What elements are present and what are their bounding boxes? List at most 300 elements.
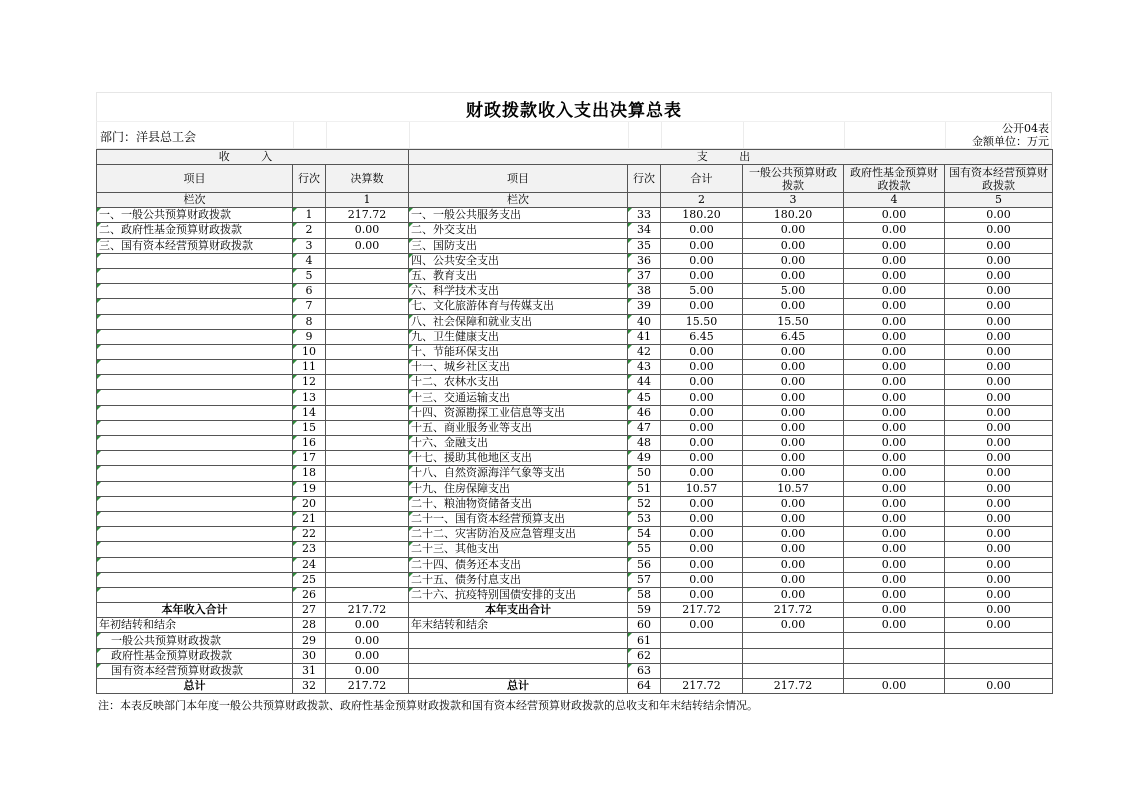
table-cell: 0.00 bbox=[945, 618, 1053, 633]
expense-line-cell: 46 bbox=[628, 405, 661, 420]
sub-capital-label: 国有资本经营预算财政拨款 bbox=[97, 663, 293, 678]
expense-state-capital-cell: 0.00 bbox=[945, 375, 1053, 390]
expense-total-cell: 0.00 bbox=[661, 253, 743, 268]
expense-gov-fund-cell: 0.00 bbox=[844, 268, 945, 283]
income-line-cell: 11 bbox=[293, 360, 326, 375]
expense-line-cell: 56 bbox=[628, 557, 661, 572]
expense-gov-fund-cell: 0.00 bbox=[844, 375, 945, 390]
expense-total-cell: 0.00 bbox=[661, 587, 743, 602]
col-index-5: 5 bbox=[945, 193, 1053, 208]
table-row bbox=[97, 390, 1053, 405]
expense-line-cell: 54 bbox=[628, 527, 661, 542]
table-row bbox=[97, 496, 1053, 511]
expense-item-cell: 二十三、其他支出 bbox=[409, 542, 628, 557]
expense-general-budget-cell: 0.00 bbox=[743, 360, 844, 375]
expense-total-cell: 0.00 bbox=[661, 436, 743, 451]
expense-general-budget-cell: 0.00 bbox=[743, 375, 844, 390]
expense-total-cell: 0.00 bbox=[661, 496, 743, 511]
table-cell: 217.72 bbox=[326, 679, 409, 694]
income-amount-cell bbox=[326, 511, 409, 526]
year-expense-total-label: 本年支出合计 bbox=[409, 603, 628, 618]
income-line-cell: 15 bbox=[293, 420, 326, 435]
income-item-cell bbox=[97, 466, 293, 481]
income-item-cell bbox=[97, 284, 293, 299]
expense-general-budget-cell: 0.00 bbox=[743, 436, 844, 451]
year-total-row bbox=[97, 603, 1053, 618]
expense-item-cell: 二十四、债务还本支出 bbox=[409, 557, 628, 572]
table-cell: 0.00 bbox=[844, 679, 945, 694]
income-item-cell bbox=[97, 572, 293, 587]
expense-state-capital-cell: 0.00 bbox=[945, 360, 1053, 375]
year-income-total-label: 本年收入合计 bbox=[97, 603, 293, 618]
table-row bbox=[97, 238, 1053, 253]
expense-general-budget-cell: 0.00 bbox=[743, 466, 844, 481]
income-line-cell: 8 bbox=[293, 314, 326, 329]
income-amount-cell bbox=[326, 268, 409, 283]
income-item-cell bbox=[97, 527, 293, 542]
expense-general-budget-cell: 0.00 bbox=[743, 587, 844, 602]
table-row bbox=[97, 527, 1053, 542]
expense-gov-fund-cell: 0.00 bbox=[844, 208, 945, 223]
table-cell: 0.00 bbox=[945, 679, 1053, 694]
table-cell: 0.00 bbox=[326, 648, 409, 663]
grand-total-row bbox=[97, 679, 1053, 694]
expense-total-cell: 0.00 bbox=[661, 299, 743, 314]
col-general-budget: 一般公共预算财政拨款 bbox=[743, 165, 844, 193]
table-cell: 0.00 bbox=[661, 618, 743, 633]
expense-state-capital-cell: 0.00 bbox=[945, 284, 1053, 299]
expense-section-header: 支 出 bbox=[409, 150, 1053, 165]
income-line-cell: 17 bbox=[293, 451, 326, 466]
table-cell: 63 bbox=[628, 663, 661, 678]
expense-item-cell: 十、节能环保支出 bbox=[409, 344, 628, 359]
col-total: 合计 bbox=[661, 165, 743, 193]
income-line-cell: 21 bbox=[293, 511, 326, 526]
expense-item-cell: 八、社会保障和就业支出 bbox=[409, 314, 628, 329]
expense-total-cell: 0.00 bbox=[661, 466, 743, 481]
expense-gov-fund-cell: 0.00 bbox=[844, 238, 945, 253]
col-state-capital: 国有资本经营预算财政拨款 bbox=[945, 165, 1053, 193]
expense-gov-fund-cell: 0.00 bbox=[844, 390, 945, 405]
table-row bbox=[97, 557, 1053, 572]
expense-line-cell: 51 bbox=[628, 481, 661, 496]
col-index-4: 4 bbox=[844, 193, 945, 208]
table-cell: 64 bbox=[628, 679, 661, 694]
table-cell: 217.72 bbox=[661, 603, 743, 618]
expense-general-budget-cell: 0.00 bbox=[743, 405, 844, 420]
table-row bbox=[97, 405, 1053, 420]
expense-general-budget-cell: 0.00 bbox=[743, 451, 844, 466]
table-row bbox=[97, 572, 1053, 587]
expense-total-cell: 6.45 bbox=[661, 329, 743, 344]
table-cell: 61 bbox=[628, 633, 661, 648]
expense-total-cell: 0.00 bbox=[661, 238, 743, 253]
expense-state-capital-cell: 0.00 bbox=[945, 466, 1053, 481]
expense-gov-fund-cell: 0.00 bbox=[844, 436, 945, 451]
expense-total-cell: 0.00 bbox=[661, 405, 743, 420]
expense-gov-fund-cell: 0.00 bbox=[844, 284, 945, 299]
expense-state-capital-cell: 0.00 bbox=[945, 451, 1053, 466]
income-line-cell: 9 bbox=[293, 329, 326, 344]
income-amount-cell bbox=[326, 436, 409, 451]
expense-gov-fund-cell: 0.00 bbox=[844, 329, 945, 344]
report-sheet bbox=[96, 92, 1052, 694]
table-cell: 29 bbox=[293, 633, 326, 648]
expense-total-cell: 0.00 bbox=[661, 268, 743, 283]
table-cell: 217.72 bbox=[743, 603, 844, 618]
income-item-cell bbox=[97, 436, 293, 451]
sub-general-label: 一般公共预算财政拨款 bbox=[97, 633, 293, 648]
grand-expense-label: 总计 bbox=[409, 679, 628, 694]
income-line-cell: 13 bbox=[293, 390, 326, 405]
expense-state-capital-cell: 0.00 bbox=[945, 420, 1053, 435]
expense-state-capital-cell: 0.00 bbox=[945, 299, 1053, 314]
expense-state-capital-cell: 0.00 bbox=[945, 390, 1053, 405]
table-row bbox=[97, 420, 1053, 435]
expense-general-budget-cell: 15.50 bbox=[743, 314, 844, 329]
table-cell: 28 bbox=[293, 618, 326, 633]
table-cell: 0.00 bbox=[844, 618, 945, 633]
expense-gov-fund-cell: 0.00 bbox=[844, 420, 945, 435]
table-cell: 27 bbox=[293, 603, 326, 618]
end-balance-label: 年末结转和结余 bbox=[409, 618, 628, 633]
expense-total-cell: 0.00 bbox=[661, 420, 743, 435]
expense-general-budget-cell: 0.00 bbox=[743, 299, 844, 314]
income-line-cell: 20 bbox=[293, 496, 326, 511]
expense-state-capital-cell: 0.00 bbox=[945, 314, 1053, 329]
income-amount-cell bbox=[326, 481, 409, 496]
expense-state-capital-cell: 0.00 bbox=[945, 557, 1053, 572]
fiscal-table bbox=[96, 149, 1053, 694]
expense-line-cell: 35 bbox=[628, 238, 661, 253]
income-amount-cell bbox=[326, 451, 409, 466]
expense-state-capital-cell: 0.00 bbox=[945, 587, 1053, 602]
expense-general-budget-cell: 0.00 bbox=[743, 511, 844, 526]
income-line-cell: 14 bbox=[293, 405, 326, 420]
income-amount-cell bbox=[326, 390, 409, 405]
table-row bbox=[97, 253, 1053, 268]
income-item-cell bbox=[97, 451, 293, 466]
expense-item-cell: 十五、商业服务业等支出 bbox=[409, 420, 628, 435]
column-header-row bbox=[97, 165, 1053, 193]
expense-item-cell: 二十五、债务付息支出 bbox=[409, 572, 628, 587]
income-amount-cell: 0.00 bbox=[326, 223, 409, 238]
table-row bbox=[97, 375, 1053, 390]
income-amount-cell bbox=[326, 329, 409, 344]
col-index-1: 1 bbox=[326, 193, 409, 208]
col-index-label-2: 栏次 bbox=[409, 193, 628, 208]
income-line-cell: 1 bbox=[293, 208, 326, 223]
expense-item-cell: 十三、交通运输支出 bbox=[409, 390, 628, 405]
expense-total-cell: 0.00 bbox=[661, 527, 743, 542]
income-item-cell: 二、政府性基金预算财政拨款 bbox=[97, 223, 293, 238]
expense-general-budget-cell: 0.00 bbox=[743, 344, 844, 359]
income-amount-cell bbox=[326, 314, 409, 329]
income-line-cell: 7 bbox=[293, 299, 326, 314]
expense-total-cell: 0.00 bbox=[661, 557, 743, 572]
expense-general-budget-cell: 0.00 bbox=[743, 390, 844, 405]
col-income-item: 项目 bbox=[97, 165, 293, 193]
expense-general-budget-cell: 0.00 bbox=[743, 420, 844, 435]
table-row bbox=[97, 344, 1053, 359]
income-amount-cell bbox=[326, 284, 409, 299]
unit-label: 金额单位：万元 bbox=[972, 135, 1049, 148]
income-line-cell: 12 bbox=[293, 375, 326, 390]
expense-item-cell: 九、卫生健康支出 bbox=[409, 329, 628, 344]
table-cell: 32 bbox=[293, 679, 326, 694]
expense-item-cell: 十四、资源勘探工业信息等支出 bbox=[409, 405, 628, 420]
income-item-cell bbox=[97, 496, 293, 511]
income-amount-cell: 217.72 bbox=[326, 208, 409, 223]
footnote: 注：本表反映部门本年度一般公共预算财政拨款、政府性基金预算财政拨款和国有资本经营预算财政拨款的总收支和年末结转结余情况。 bbox=[98, 699, 758, 712]
section-header-row bbox=[97, 150, 1053, 165]
income-line-cell: 16 bbox=[293, 436, 326, 451]
expense-line-cell: 36 bbox=[628, 253, 661, 268]
table-row bbox=[97, 451, 1053, 466]
table-row bbox=[97, 284, 1053, 299]
income-amount-cell bbox=[326, 420, 409, 435]
income-item-cell: 一、一般公共预算财政拨款 bbox=[97, 208, 293, 223]
form-no-label: 公开04表 bbox=[1002, 122, 1049, 135]
sub-row-capital bbox=[97, 663, 1053, 678]
expense-item-cell: 七、文化旅游体育与传媒支出 bbox=[409, 299, 628, 314]
table-cell: 0.00 bbox=[844, 603, 945, 618]
expense-total-cell: 0.00 bbox=[661, 511, 743, 526]
table-row bbox=[97, 481, 1053, 496]
col-expense-item: 项目 bbox=[409, 165, 628, 193]
expense-state-capital-cell: 0.00 bbox=[945, 268, 1053, 283]
department-label: 部门：洋县总工会 bbox=[100, 130, 197, 144]
table-cell: 217.72 bbox=[661, 679, 743, 694]
income-item-cell bbox=[97, 360, 293, 375]
sub-row-general bbox=[97, 633, 1053, 648]
meta-row bbox=[96, 121, 1052, 149]
income-item-cell bbox=[97, 314, 293, 329]
expense-general-budget-cell: 0.00 bbox=[743, 527, 844, 542]
expense-general-budget-cell: 0.00 bbox=[743, 557, 844, 572]
expense-state-capital-cell: 0.00 bbox=[945, 344, 1053, 359]
expense-item-cell: 二十二、灾害防治及应急管理支出 bbox=[409, 527, 628, 542]
income-amount-cell bbox=[326, 344, 409, 359]
expense-item-cell: 十二、农林水支出 bbox=[409, 375, 628, 390]
expense-total-cell: 0.00 bbox=[661, 344, 743, 359]
expense-total-cell: 0.00 bbox=[661, 451, 743, 466]
income-amount-cell bbox=[326, 466, 409, 481]
expense-total-cell: 180.20 bbox=[661, 208, 743, 223]
expense-total-cell: 0.00 bbox=[661, 390, 743, 405]
expense-total-cell: 0.00 bbox=[661, 360, 743, 375]
table-cell: 0.00 bbox=[326, 618, 409, 633]
income-amount-cell bbox=[326, 375, 409, 390]
expense-state-capital-cell: 0.00 bbox=[945, 253, 1053, 268]
expense-total-cell: 10.57 bbox=[661, 481, 743, 496]
expense-general-budget-cell: 5.00 bbox=[743, 284, 844, 299]
expense-gov-fund-cell: 0.00 bbox=[844, 527, 945, 542]
expense-item-cell: 十六、金融支出 bbox=[409, 436, 628, 451]
expense-gov-fund-cell: 0.00 bbox=[844, 314, 945, 329]
expense-gov-fund-cell: 0.00 bbox=[844, 466, 945, 481]
expense-item-cell: 二、外交支出 bbox=[409, 223, 628, 238]
expense-gov-fund-cell: 0.00 bbox=[844, 481, 945, 496]
expense-item-cell: 十七、援助其他地区支出 bbox=[409, 451, 628, 466]
income-line-cell: 4 bbox=[293, 253, 326, 268]
income-line-cell: 23 bbox=[293, 542, 326, 557]
expense-item-cell: 十八、自然资源海洋气象等支出 bbox=[409, 466, 628, 481]
income-item-cell bbox=[97, 511, 293, 526]
expense-line-cell: 34 bbox=[628, 223, 661, 238]
expense-general-budget-cell: 10.57 bbox=[743, 481, 844, 496]
expense-total-cell: 0.00 bbox=[661, 375, 743, 390]
sub-fund-label: 政府性基金预算财政拨款 bbox=[97, 648, 293, 663]
expense-gov-fund-cell: 0.00 bbox=[844, 451, 945, 466]
table-cell: 30 bbox=[293, 648, 326, 663]
expense-line-cell: 52 bbox=[628, 496, 661, 511]
table-cell: 0.00 bbox=[326, 663, 409, 678]
expense-state-capital-cell: 0.00 bbox=[945, 511, 1053, 526]
expense-line-cell: 48 bbox=[628, 436, 661, 451]
table-row bbox=[97, 511, 1053, 526]
income-line-cell: 25 bbox=[293, 572, 326, 587]
income-amount-cell bbox=[326, 405, 409, 420]
expense-general-budget-cell: 0.00 bbox=[743, 253, 844, 268]
expense-item-cell: 十九、住房保障支出 bbox=[409, 481, 628, 496]
income-amount-cell bbox=[326, 572, 409, 587]
expense-general-budget-cell: 6.45 bbox=[743, 329, 844, 344]
expense-line-cell: 41 bbox=[628, 329, 661, 344]
expense-item-cell: 二十六、抗疫特别国债安排的支出 bbox=[409, 587, 628, 602]
income-item-cell bbox=[97, 481, 293, 496]
expense-line-cell: 50 bbox=[628, 466, 661, 481]
income-line-cell: 24 bbox=[293, 557, 326, 572]
expense-state-capital-cell: 0.00 bbox=[945, 405, 1053, 420]
income-line-cell: 10 bbox=[293, 344, 326, 359]
expense-general-budget-cell: 0.00 bbox=[743, 268, 844, 283]
expense-state-capital-cell: 0.00 bbox=[945, 496, 1053, 511]
income-amount-cell bbox=[326, 253, 409, 268]
col-gov-fund: 政府性基金预算财政拨款 bbox=[844, 165, 945, 193]
income-item-cell bbox=[97, 268, 293, 283]
income-item-cell bbox=[97, 329, 293, 344]
col-index-2: 2 bbox=[661, 193, 743, 208]
table-cell: 0.00 bbox=[945, 603, 1053, 618]
expense-line-cell: 47 bbox=[628, 420, 661, 435]
income-line-cell: 6 bbox=[293, 284, 326, 299]
income-item-cell bbox=[97, 542, 293, 557]
expense-state-capital-cell: 0.00 bbox=[945, 572, 1053, 587]
grand-income-label: 总计 bbox=[97, 679, 293, 694]
col-index-3: 3 bbox=[743, 193, 844, 208]
expense-general-budget-cell: 0.00 bbox=[743, 542, 844, 557]
expense-line-cell: 58 bbox=[628, 587, 661, 602]
income-line-cell: 22 bbox=[293, 527, 326, 542]
begin-balance-label: 年初结转和结余 bbox=[97, 618, 293, 633]
expense-state-capital-cell: 0.00 bbox=[945, 527, 1053, 542]
income-line-cell: 5 bbox=[293, 268, 326, 283]
expense-line-cell: 55 bbox=[628, 542, 661, 557]
col-index-label: 栏次 bbox=[97, 193, 293, 208]
income-amount-cell bbox=[326, 496, 409, 511]
expense-item-cell: 四、公共安全支出 bbox=[409, 253, 628, 268]
income-item-cell bbox=[97, 557, 293, 572]
sub-row-fund bbox=[97, 648, 1053, 663]
income-line-cell: 2 bbox=[293, 223, 326, 238]
expense-item-cell: 三、国防支出 bbox=[409, 238, 628, 253]
expense-gov-fund-cell: 0.00 bbox=[844, 496, 945, 511]
income-item-cell bbox=[97, 344, 293, 359]
title-row bbox=[96, 92, 1052, 121]
table-cell: 217.72 bbox=[326, 603, 409, 618]
table-row bbox=[97, 542, 1053, 557]
expense-line-cell: 40 bbox=[628, 314, 661, 329]
income-line-cell: 18 bbox=[293, 466, 326, 481]
expense-total-cell: 15.50 bbox=[661, 314, 743, 329]
expense-gov-fund-cell: 0.00 bbox=[844, 572, 945, 587]
income-item-cell bbox=[97, 253, 293, 268]
expense-state-capital-cell: 0.00 bbox=[945, 436, 1053, 451]
expense-line-cell: 53 bbox=[628, 511, 661, 526]
expense-gov-fund-cell: 0.00 bbox=[844, 344, 945, 359]
income-amount-cell: 0.00 bbox=[326, 238, 409, 253]
expense-line-cell: 44 bbox=[628, 375, 661, 390]
expense-gov-fund-cell: 0.00 bbox=[844, 587, 945, 602]
income-item-cell bbox=[97, 420, 293, 435]
expense-line-cell: 37 bbox=[628, 268, 661, 283]
expense-item-cell: 六、科学技术支出 bbox=[409, 284, 628, 299]
expense-gov-fund-cell: 0.00 bbox=[844, 253, 945, 268]
table-row bbox=[97, 329, 1053, 344]
expense-line-cell: 33 bbox=[628, 208, 661, 223]
expense-item-cell: 五、教育支出 bbox=[409, 268, 628, 283]
expense-gov-fund-cell: 0.00 bbox=[844, 360, 945, 375]
table-row bbox=[97, 436, 1053, 451]
expense-total-cell: 0.00 bbox=[661, 572, 743, 587]
expense-gov-fund-cell: 0.00 bbox=[844, 557, 945, 572]
table-cell: 59 bbox=[628, 603, 661, 618]
expense-general-budget-cell: 180.20 bbox=[743, 208, 844, 223]
summary-body bbox=[97, 603, 1053, 694]
income-line-cell: 19 bbox=[293, 481, 326, 496]
income-line-cell: 3 bbox=[293, 238, 326, 253]
expense-general-budget-cell: 0.00 bbox=[743, 238, 844, 253]
table-row bbox=[97, 314, 1053, 329]
income-amount-cell bbox=[326, 527, 409, 542]
expense-line-cell: 45 bbox=[628, 390, 661, 405]
table-cell: 0.00 bbox=[326, 633, 409, 648]
income-amount-cell bbox=[326, 542, 409, 557]
table-row bbox=[97, 223, 1053, 238]
expense-gov-fund-cell: 0.00 bbox=[844, 405, 945, 420]
expense-state-capital-cell: 0.00 bbox=[945, 238, 1053, 253]
table-cell: 217.72 bbox=[743, 679, 844, 694]
table-row bbox=[97, 360, 1053, 375]
expense-state-capital-cell: 0.00 bbox=[945, 223, 1053, 238]
table-row bbox=[97, 208, 1053, 223]
balance-row bbox=[97, 618, 1053, 633]
expense-gov-fund-cell: 0.00 bbox=[844, 542, 945, 557]
income-item-cell bbox=[97, 299, 293, 314]
income-item-cell bbox=[97, 587, 293, 602]
column-index-row bbox=[97, 193, 1053, 208]
report-title: 财政拨款收入支出决算总表 bbox=[466, 101, 682, 121]
expense-total-cell: 0.00 bbox=[661, 223, 743, 238]
income-line-cell: 26 bbox=[293, 587, 326, 602]
expense-state-capital-cell: 0.00 bbox=[945, 329, 1053, 344]
income-item-cell bbox=[97, 375, 293, 390]
expense-line-cell: 49 bbox=[628, 451, 661, 466]
expense-line-cell: 38 bbox=[628, 284, 661, 299]
table-cell: 62 bbox=[628, 648, 661, 663]
table-cell: 60 bbox=[628, 618, 661, 633]
